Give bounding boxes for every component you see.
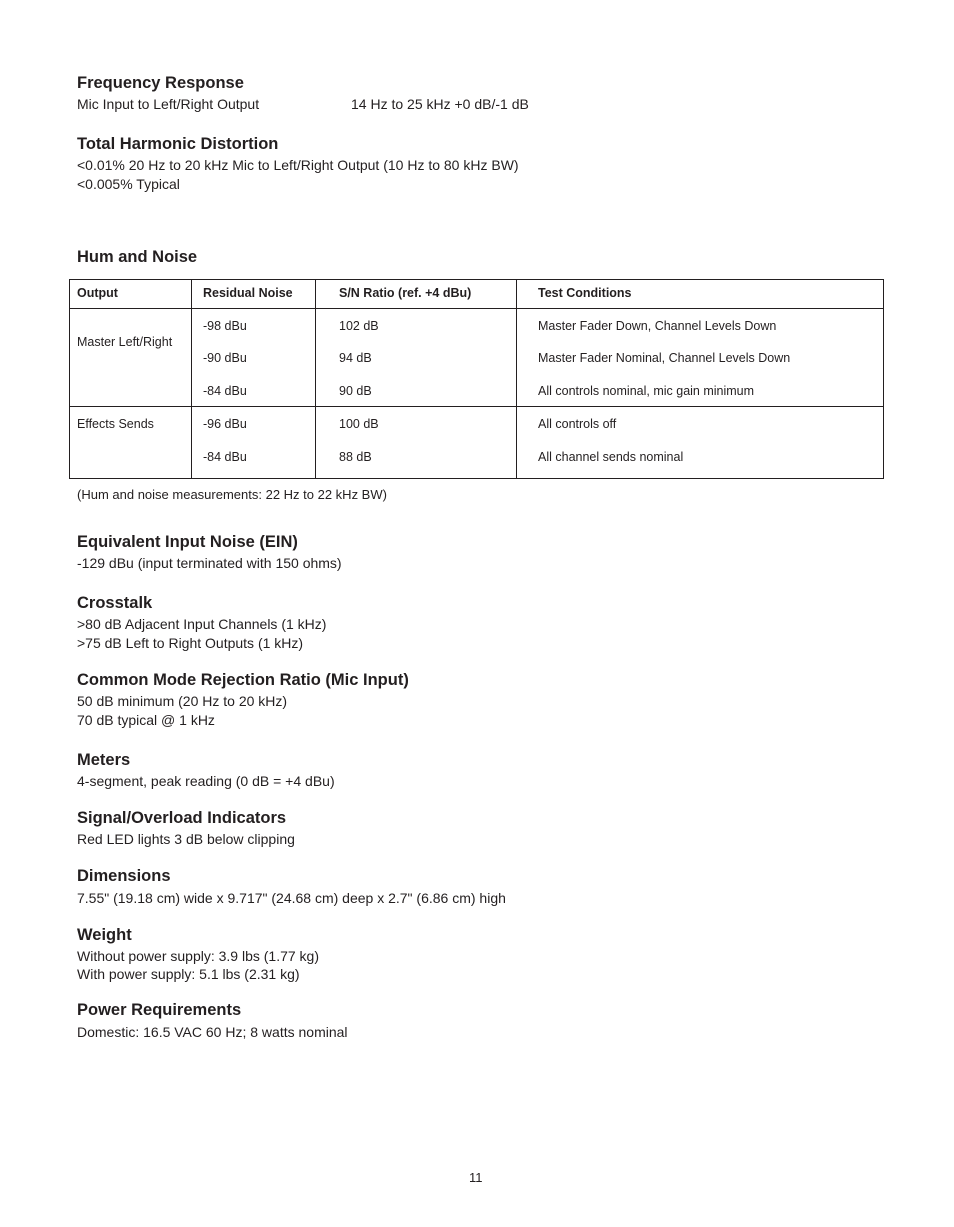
table-divider [70, 308, 883, 309]
table-cell-sn: 94 dB [339, 351, 372, 365]
cmrr-line: 70 dB typical @ 1 kHz [77, 712, 215, 728]
table-cell-output: Effects Sends [77, 417, 154, 431]
table-header-test-conditions: Test Conditions [538, 286, 632, 300]
table-cell-residual: -98 dBu [203, 319, 247, 333]
dimensions-heading: Dimensions [77, 867, 171, 885]
weight-heading: Weight [77, 926, 132, 944]
table-divider [191, 280, 192, 478]
table-cell-sn: 100 dB [339, 417, 379, 431]
frequency-response-heading: Frequency Response [77, 74, 244, 92]
table-cell-conditions: Master Fader Down, Channel Levels Down [538, 319, 777, 333]
thd-heading: Total Harmonic Distortion [77, 135, 279, 153]
table-header-sn-ratio: S/N Ratio (ref. +4 dBu) [339, 286, 472, 300]
table-cell-sn: 102 dB [339, 319, 379, 333]
table-cell-residual: -90 dBu [203, 351, 247, 365]
table-header-output: Output [77, 286, 118, 300]
table-cell-conditions: Master Fader Nominal, Channel Levels Down [538, 351, 791, 365]
table-cell-residual: -84 dBu [203, 384, 247, 398]
dimensions-line: 7.55" (19.18 cm) wide x 9.717" (24.68 cm) deep x 2.7" (6.86 cm) high [77, 890, 506, 906]
table-divider [315, 280, 316, 478]
weight-line: Without power supply: 3.9 lbs (1.77 kg) [77, 948, 320, 964]
indicators-line: Red LED lights 3 dB below clipping [77, 831, 295, 847]
table-cell-output: Master Left/Right [77, 335, 173, 349]
crosstalk-line: >75 dB Left to Right Outputs (1 kHz) [77, 635, 304, 651]
meters-line: 4-segment, peak reading (0 dB = +4 dBu) [77, 773, 335, 789]
table-header-residual-noise: Residual Noise [203, 286, 293, 300]
frequency-response-value: 14 Hz to 25 kHz +0 dB/-1 dB [351, 96, 529, 112]
table-cell-conditions: All controls nominal, mic gain minimum [538, 384, 755, 398]
hum-noise-heading: Hum and Noise [77, 248, 198, 266]
hum-noise-note: (Hum and noise measurements: 22 Hz to 22 kHz BW) [77, 487, 387, 502]
thd-line: <0.005% Typical [77, 176, 180, 192]
crosstalk-line: >80 dB Adjacent Input Channels (1 kHz) [77, 616, 327, 632]
meters-heading: Meters [77, 751, 131, 769]
crosstalk-heading: Crosstalk [77, 594, 153, 612]
frequency-response-label: Mic Input to Left/Right Output [77, 96, 260, 112]
table-divider [70, 406, 883, 407]
power-heading: Power Requirements [77, 1001, 242, 1019]
table-divider [516, 280, 517, 478]
table-cell-conditions: All controls off [538, 417, 617, 431]
cmrr-heading: Common Mode Rejection Ratio (Mic Input) [77, 671, 409, 689]
table-cell-residual: -84 dBu [203, 450, 247, 464]
table-cell-sn: 88 dB [339, 450, 372, 464]
table-cell-conditions: All channel sends nominal [538, 450, 684, 464]
indicators-heading: Signal/Overload Indicators [77, 809, 287, 827]
hum-noise-table [69, 279, 884, 479]
cmrr-line: 50 dB minimum (20 Hz to 20 kHz) [77, 693, 288, 709]
table-cell-sn: 90 dB [339, 384, 372, 398]
thd-line: <0.01% 20 Hz to 20 kHz Mic to Left/Right Output (10 Hz to 80 kHz BW) [77, 157, 519, 173]
weight-line: With power supply: 5.1 lbs (2.31 kg) [77, 966, 300, 982]
table-cell-residual: -96 dBu [203, 417, 247, 431]
page-number: 11 [469, 1170, 483, 1185]
ein-line: -129 dBu (input terminated with 150 ohms) [77, 555, 342, 571]
ein-heading: Equivalent Input Noise (EIN) [77, 533, 298, 551]
power-line: Domestic: 16.5 VAC 60 Hz; 8 watts nominal [77, 1024, 348, 1040]
